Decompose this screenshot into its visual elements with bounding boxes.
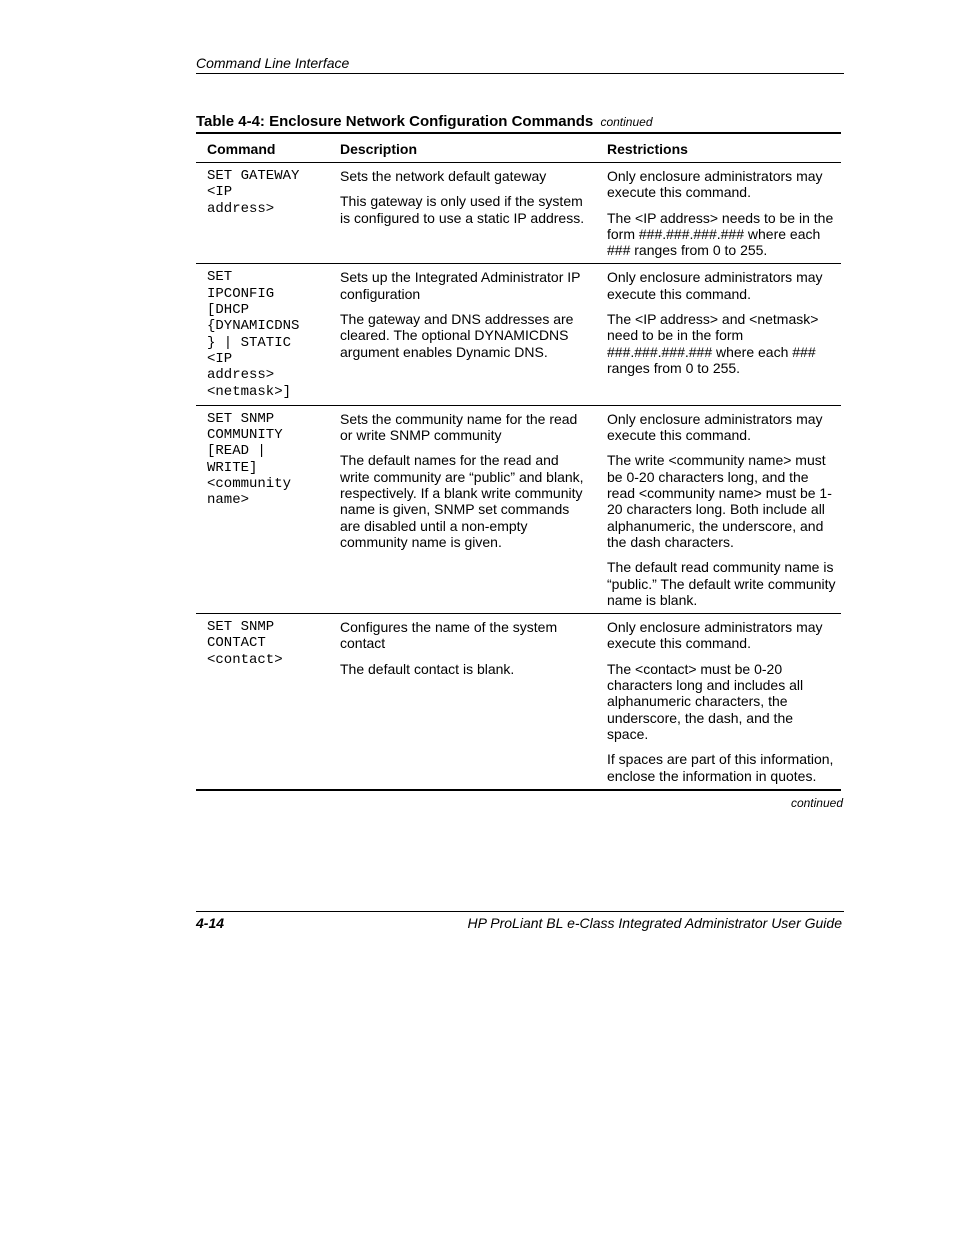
command-line: SET SNMP — [207, 410, 275, 427]
command-cell — [196, 163, 329, 264]
restriction-paragraph: Only enclosure administrators may execute this command. — [607, 168, 823, 201]
restrictions-cell — [596, 163, 841, 264]
continued-note: continued — [790, 796, 843, 810]
restriction-paragraph: The default read community name is “public.” The default write community name is blank. — [607, 559, 836, 608]
restriction-paragraph: If spaces are part of this information, enclose the information in quotes. — [607, 751, 834, 784]
table-caption — [196, 113, 653, 130]
restriction-paragraph: Only enclosure administrators may execute this command. — [607, 410, 823, 444]
command-line: address> — [207, 200, 275, 217]
description-cell — [329, 264, 596, 405]
description-paragraph: Sets up the Integrated Administrator IP configuration — [340, 269, 581, 302]
table-header-row — [196, 133, 841, 163]
command-line: <IP — [207, 184, 233, 201]
command-line: } | STATIC — [207, 334, 292, 351]
description-paragraph: Configures the name of the system contact — [340, 619, 558, 652]
description-paragraph: The gateway and DNS addresses are cleared. The optional DYNAMICDNS argument enables Dynamic DNS. — [340, 311, 574, 360]
restrictions-cell — [596, 264, 841, 405]
command-line: <netmask>] — [207, 383, 292, 400]
column-header-command: Command — [207, 141, 276, 157]
table-caption-text: Table 4-4: Enclosure Network Configuration Commands — [196, 113, 594, 130]
description-paragraph: The default names for the read and write community are “public” and blank, respectively. If a blank write community name is given, SNMP set commands are disabled until a non-empty community name is given. — [340, 452, 584, 550]
command-cell — [196, 614, 329, 790]
description-cell — [329, 163, 596, 264]
restriction-paragraph: Only enclosure administrators may execute this command. — [607, 269, 823, 302]
restriction-paragraph: The <IP address> and <netmask> need to be in the form ###.###.###.### where each ### ranges from 0 to 255. — [607, 311, 819, 376]
restriction-paragraph: The write <community name> must be 0-20 characters long, and the read <community name> must be 1-20 characters long. Both include all alphanumeric, the underscore, and the dash characters. — [607, 452, 832, 550]
command-line: SET GATEWAY — [207, 168, 300, 184]
header-rule — [196, 73, 844, 74]
column-header-description: Description — [340, 141, 418, 157]
description-paragraph: Sets the network default gateway — [340, 168, 547, 184]
command-cell — [196, 405, 329, 613]
command-line: name> — [207, 492, 250, 509]
restriction-paragraph: Only enclosure administrators may execute this command. — [607, 619, 823, 652]
restriction-paragraph: The <contact> must be 0-20 characters long and includes all alphanumeric characters, the underscore, the dash, and the space. — [607, 660, 804, 742]
command-line: IPCONFIG — [207, 285, 275, 302]
table-row — [196, 405, 841, 613]
command-line: WRITE] — [207, 459, 258, 476]
description-cell — [329, 614, 596, 790]
table-row — [196, 163, 841, 264]
commands-table — [196, 132, 841, 791]
running-header: Command Line Interface — [196, 55, 350, 71]
command-line: <IP — [207, 350, 233, 367]
command-line: [DHCP — [207, 302, 250, 319]
footer-rule — [196, 911, 844, 912]
description-paragraph: Sets the community name for the read or write SNMP community — [340, 410, 578, 444]
description-cell — [329, 405, 596, 613]
table-row — [196, 614, 841, 790]
table-row — [196, 264, 841, 405]
restriction-paragraph: The <IP address> needs to be in the form ###.###.###.### where each ### ranges from 0 to 255. — [607, 209, 834, 259]
command-line: CONTACT — [207, 635, 266, 652]
command-line: SET SNMP — [207, 619, 275, 636]
table-caption-continued: continued — [600, 115, 653, 129]
command-line: <contact> — [207, 651, 283, 668]
command-line: COMMUNITY — [207, 427, 283, 444]
description-paragraph: This gateway is only used if the system is configured to use a static IP address. — [340, 193, 585, 226]
command-line: [READ | — [207, 443, 266, 460]
restrictions-cell — [596, 614, 841, 790]
column-header-restrictions: Restrictions — [607, 141, 688, 157]
page-number: 4-14 — [196, 915, 225, 931]
footer-guide-title: HP ProLiant BL e-Class Integrated Administrator User Guide — [467, 915, 842, 931]
command-line: address> — [207, 367, 275, 384]
description-paragraph: The default contact is blank. — [340, 660, 515, 677]
command-line: {DYNAMICDNS — [207, 318, 300, 335]
command-line: SET — [207, 269, 233, 286]
restrictions-cell — [596, 405, 841, 613]
command-cell — [196, 264, 329, 405]
command-line: <community — [207, 476, 292, 493]
